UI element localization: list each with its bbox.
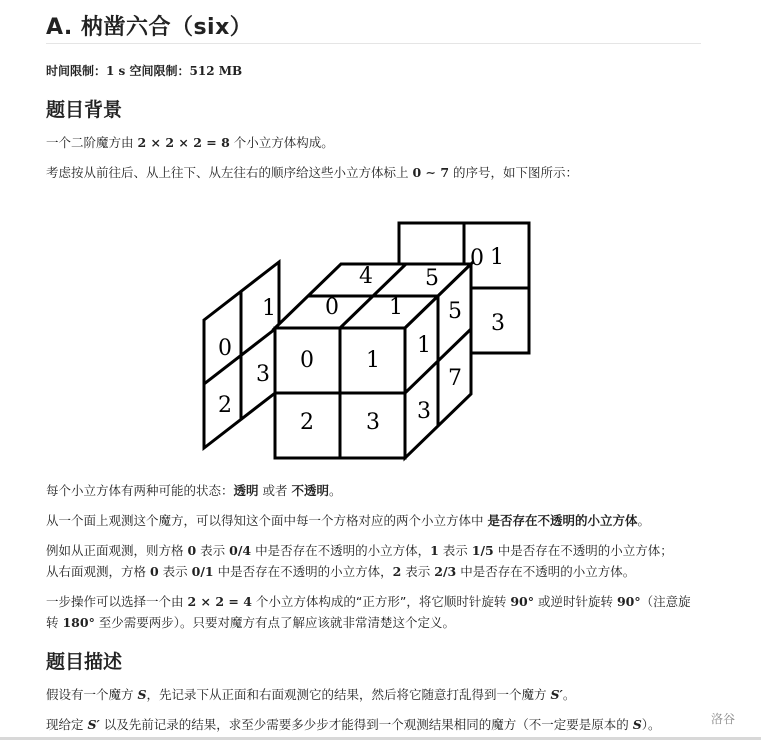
front-label-0: 0 [300,348,314,373]
back-label-1: 1 [490,245,504,270]
cube-figure [196,215,536,465]
left-label-1: 1 [262,296,276,321]
left-label-3-hidden: 3 [256,362,270,387]
description-heading: 题目描述 [46,651,123,673]
left-label-2: 2 [218,393,232,418]
background-heading: 题目背景 [46,99,123,121]
right-label-5: 5 [448,299,462,324]
time-limit-value: 1 s [106,64,126,78]
left-face [204,262,279,448]
back-label-3: 3 [491,311,505,336]
paragraph-example-right: 从右面观测，方格 0 表示 0/1 中是否存在不透明的小立方体，2 表示 2/3 中是否存在不透明的小立方体。 [46,564,636,579]
title-divider [46,43,701,44]
paragraph-description-2: 现给定 S′ 以及先前记录的结果，求至少需要多少步才能得到一个观测结果相同的魔方（不一定要是原本的 S）。 [46,717,661,732]
right-label-7: 7 [448,366,462,391]
luogu-watermark: 洛谷 [710,712,735,726]
top-label-0: 0 [325,295,339,320]
paragraph-operation: 一步操作可以选择一个由 2 × 2 = 4 个小立方体构成的“正方形”，将它顺时针旋转 90° 或逆时针旋转 90°（注意旋 [46,594,691,609]
right-label-3: 3 [417,399,431,424]
space-limit-value: 512 MB [189,64,243,78]
time-limit-label: 时间限制： [46,64,107,78]
right-label-1: 1 [417,333,431,358]
back-label-0: 0 [470,246,484,271]
paragraph-operation-cont: 转 180° 至少需要两步）。只要对魔方有点了解应该就非常清楚这个定义。 [46,615,456,630]
top-label-5: 5 [425,266,439,291]
paragraph-observation: 从一个面上观测这个魔方，可以得知这个面中每一个方格对应的两个小立方体中 是否存在不透明的小立方体。 [46,513,651,528]
front-label-3: 3 [366,410,380,435]
paragraph-states: 每个小立方体有两种可能的状态：透明 或者 不透明。 [46,483,342,498]
paragraph-intro: 一个二阶魔方由 2 × 2 × 2 = 8 个小立方体构成。 [46,135,334,150]
problem-title: A. 枘凿六合（six） [46,15,253,40]
paragraph-description-1: 假设有一个魔方 S，先记录下从正面和右面观测它的结果，然后将它随意打乱得到一个魔方 S′。 [46,687,576,702]
top-label-1: 1 [389,295,403,320]
paragraph-example-front: 例如从正面观测，则方格 0 表示 0/4 中是否存在不透明的小立方体，1 表示 1/5 中是否存在不透明的小立方体； [46,543,673,558]
paragraph-numbering: 考虑按从前往后、从上往下、从左往右的顺序给这些小立方体标上 0 ∼ 7 的序号，如下图所示： [46,165,579,180]
limits-line [46,62,242,79]
front-label-2: 2 [300,410,314,435]
front-label-1: 1 [366,348,380,373]
left-label-0: 0 [218,336,232,361]
top-label-4: 4 [359,264,373,289]
space-limit-label: 空间限制： [125,64,190,78]
